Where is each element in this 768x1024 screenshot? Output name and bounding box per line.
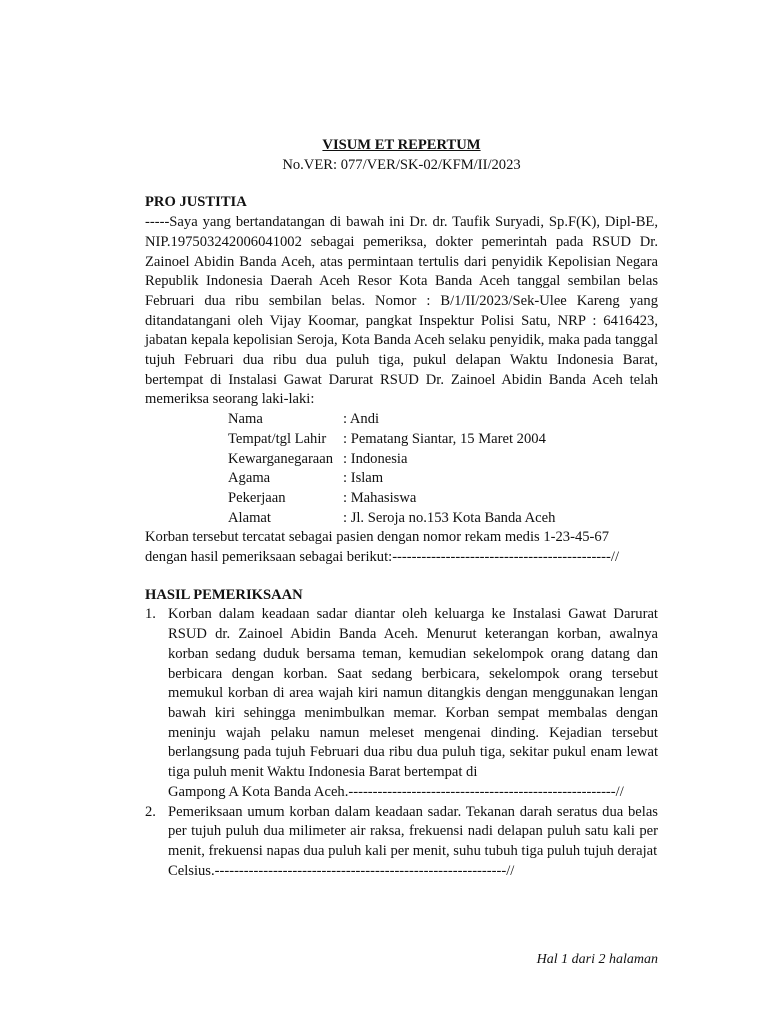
identity-value: : Mahasiswa: [343, 489, 417, 506]
list-text: [168, 803, 658, 882]
identity-row-address: [145, 509, 658, 529]
identity-row-nama: [145, 410, 658, 430]
closing-line: Korban tersebut tercatat sebagai pasien dengan nomor rekam medis 1-23-45-67: [145, 529, 609, 546]
document-number: No.VER: 077/VER/SK-02/KFM/II/2023: [282, 156, 521, 173]
list-last-line: Gampong A Kota Banda Aceh.-------------------------------------------------------//: [168, 783, 624, 800]
identity-row-nationality: [145, 450, 658, 470]
list-last-line: Celsius.------------------------------------------------------------//: [168, 862, 515, 879]
list-item: [145, 803, 658, 882]
identity-label: Pekerjaan: [228, 489, 286, 506]
list-item: [145, 605, 658, 802]
list-number: 2.: [145, 803, 156, 820]
identity-label: Nama: [228, 411, 263, 428]
document-body: [145, 136, 658, 881]
list-text: [168, 605, 658, 802]
identity-label: Tempat/tgl Lahir: [228, 430, 327, 447]
identity-table: [145, 410, 658, 528]
identity-value: : Pematang Siantar, 15 Maret 2004: [343, 430, 546, 447]
identity-label: Alamat: [228, 509, 271, 526]
list-number: 1.: [145, 606, 156, 623]
identity-value: : Andi: [343, 411, 380, 428]
identity-row-occupation: [145, 489, 658, 509]
identity-label: Kewarganegaraan: [228, 450, 334, 467]
closing-line: dengan hasil pemeriksaan sebagai berikut:---------------------------------------------//: [145, 549, 619, 566]
list-paragraph: Korban dalam keadaan sadar diantar oleh keluarga ke Instalasi Gawat Darurat RSUD dr. Zainoel Abidin Banda Aceh. Menurut keterangan korban, awalnya korban sedang duduk bersama teman, kemudian sekelompok orang datang dan berbicara dengan korban. Saat sedang berbicara, sekelompok orang tersebut memukul korban di area wajah kiri namun ditangkis dengan menggunakan lengan bawah kiri sehingga menimbulkan memar. Korban sempat membalas dengan meninju wajah pelaku namun meleset mengenai dinding. Kejadian tersebut berlangsung pada tujuh Februari dua ribu dua puluh tiga, sekitar pukul enam lewat tiga puluh menit Waktu Indonesia Barat bertempat di: [168, 606, 658, 781]
pro-justitia-paragraph: -----Saya yang bertandatangan di bawah ini Dr. dr. Taufik Suryadi, Sp.F(K), Dipl-BE, NIP.197503242006041002 sebagai pemeriksa, dokter pemerintah pada RSUD Dr. Zainoel Abidin Banda Aceh, atas permintaan tertulis dari penyidik Kepolisian Negara Republik Indonesia Daerah Aceh Resor Kota Banda Aceh tanggal sembilan belas Februari dua ribu sembilan belas. Nomor : B/1/II/2023/Sek-Ulee Kareng yang ditandatangani oleh Vijay Koomar, pangkat Inspektur Polisi Satu, NRP : 6416423, jabatan kepala kepolisian Seroja, Kota Banda Aceh selaku penyidik, maka pada tanggal tujuh Februari dua ribu dua puluh tiga, pukul delapan Waktu Indonesia Barat, bertempat di Instalasi Gawat Darurat RSUD Dr. Zainoel Abidin Banda Aceh telah memeriksa seorang laki-laki:: [145, 214, 658, 408]
document-title: VISUM ET REPERTUM: [322, 137, 481, 153]
identity-label: Agama: [228, 470, 271, 487]
identity-value: : Islam: [343, 470, 384, 487]
identity-row-religion: [145, 469, 658, 489]
hasil-heading: HASIL PEMERIKSAAN: [145, 586, 303, 603]
page-number: Hal 1 dari 2 halaman: [536, 952, 658, 967]
hasil-list: [145, 605, 658, 881]
identity-row-birth: [145, 430, 658, 450]
pro-justitia-heading: PRO JUSTITIA: [145, 194, 247, 211]
list-paragraph: Pemeriksaan umum korban dalam keadaan sadar. Tekanan darah seratus dua belas per tujuh puluh dua milimeter air raksa, frekuensi nadi delapan puluh satu kali per menit, frekuensi napas dua puluh kali per menit, suhu tubuh tiga puluh tujuh derajat: [168, 803, 658, 859]
identity-value: : Indonesia: [343, 450, 408, 467]
identity-value: : Jl. Seroja no.153 Kota Banda Aceh: [343, 509, 556, 526]
